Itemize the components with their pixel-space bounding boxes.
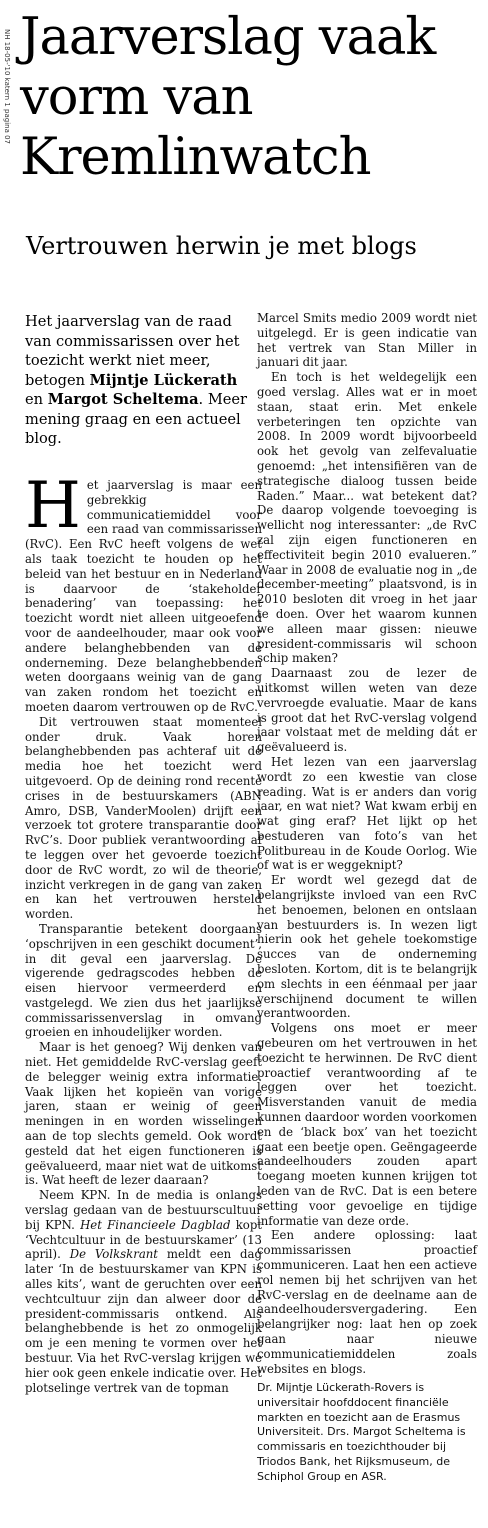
newspaper-title: De Volkskrant (69, 1247, 159, 1262)
drop-cap: H (25, 469, 81, 543)
article-paragraph: Maar is het genoeg? Wij denken van niet. Het gemiddelde RvC-verslag geeft de belegger weinig extra informatie. Vaak lijken het kopieën van vorige jaren, staan er weinig of geen meningen in en worden wisselingen aan de top slechts gemeld. Ook wordt gesteld dat het eigen functioneren is geëvalueerd, maar niet wat de uitkomst is. Wat heeft de lezer daaraan? (25, 1040, 262, 1188)
page-meta: NH 18-05-'10 katern 1 pagina 07 (3, 29, 11, 144)
intro-text: . Meer mening graag en een actueel blog. (25, 391, 248, 447)
newspaper-title: Het Financieele Dagblad (80, 1217, 231, 1232)
article-paragraph: Marcel Smits medio 2009 wordt niet uitgelegd. Er is geen indicatie van het vertrek van Stan Miller in januari dit jaar. (257, 311, 477, 370)
author-name: Margot Scheltema (47, 391, 199, 408)
paragraph-text: et jaarverslag is maar een gebrekkig communicatiemiddel voor een raad van commissarissen (RvC). Een RvC heeft volgens de wet als taak toezicht te houden op het beleid van het bestuur en in Nederland is daarvoor de ‘stakeholder benadering’ van toepassing: het toezicht wordt niet alleen uitgeoefend voor de aandeelhouder, maar ook voor andere belanghebbenden van de onderneming. Deze belanghebbenden weten doorgaans weinig van de gang van zaken rondom het toezicht en moeten daarom vertrouwen op de RvC. (25, 478, 262, 714)
article-paragraph: Een andere oplossing: laat commissarissen proactief communiceren. Laat hen een actieve rol nemen bij het schrijven van het RvC-verslag en de deelname aan de aandeelhoudersvergadering. Een belangrijker nog: laat hen op zoek gaan naar nieuwe communicatiemiddelen zoals websites en blogs. (257, 1228, 477, 1376)
paragraph-text: kopt ‘Vechtcultuur in de bestuurskamer’ (13 april). (25, 1217, 263, 1262)
article-paragraph: En toch is het weldegelijk een goed verslag. Alles wat er in moet staan, staat erin. Met enkele verbeteringen ten opzichte van 2008. In 2009 wordt bijvoorbeeld ook het gevolg van zelfevaluatie genoemd: „het intensifiëren van de strategische dialoog tussen beide Raden.” Maar... wat betekent dat? De daarop volgende toevoeging is wellicht nog interessanter: „de RvC zal zijn eigen functioneren en effectiviteit begin 2010 evalueren.” Waar in 2008 de evaluatie nog in „de december-meeting” plaatsvond, is in 2010 besloten dit vroeg in het jaar te doen. Over het waarom kunnen we alleen maar gissen: nieuwe president-commissaris wil schoon schip maken? (257, 370, 477, 666)
paragraph-text: meldt een dag later ‘In de bestuurskamer van KPN is alles kits’, want de geruchten over een vechtcultuur zijn dan alweer door de president-commissaris ontkend. Als belanghebbende is het zo onmogelijk om je een mening te vormen over het bestuur. Via het RvC-verslag krijgen we hier ook geen enkele indicatie over. Het plotselinge vertrek van de topman (25, 1247, 262, 1395)
article-headline: Jaarverslag vaak vorm van Kremlinwatch (20, 8, 436, 187)
article-subheadline: Vertrouwen herwin je met blogs (26, 232, 417, 260)
author-name: Mijntje Lückerath (89, 371, 238, 389)
intro-text: en (25, 391, 48, 408)
paragraph-text: Neem KPN. In de media is onlangs verslag gedaan van de bestuurscultuur bij KPN. (25, 1188, 262, 1232)
article-intro (25, 312, 251, 449)
article-paragraph (25, 1188, 262, 1395)
article-paragraph (25, 469, 262, 715)
article-paragraph: Er wordt wel gezegd dat de belangrijkste invloed van een RvC het benoemen, belonen en ontslaan van bestuurders is. In wezen ligt hierin ook het gehele toekomstige succes van de onderneming besloten. Kortom, dit is te belangrijk om slechts in een éénmaal per jaar verschijnend document te willen verantwoorden. (257, 873, 477, 1021)
article-paragraph: Transparantie betekent doorgaans ‘opschrijven in een geschikt document’, in dit geval een jaarverslag. De vigerende gedragscodes hebben de eisen hiervoor vermeerderd en vastgelegd. We zien dus het jaarlijkse commissarissenverslag in omvang groeien en inhoudelijker worden. (25, 921, 262, 1040)
article-paragraph: Volgens ons moet er meer gebeuren om het vertrouwen in het toezicht te herwinnen. De RvC dient proactief verantwoording af te leggen over het toezicht. Misverstanden vanuit de media kunnen daardoor worden voorkomen en de ‘black box’ van het toezicht gaat een beetje open. Geëngageerde aandeelhouders zouden apart toegang moeten kunnen krijgen tot leden van de RvC. Dat is een betere setting voor gevoelige en tijdige informatie van deze orde. (257, 1021, 477, 1228)
article-paragraph: Dit vertrouwen staat momenteel onder druk. Vaak horen belanghebbenden pas achteraf uit de media hoe het toezicht werd uitgevoerd. Op de deining rond recente crises in de bestuurskamers (ABN Amro, DSB, VanderMoolen) drijft een verzoek tot grotere transparantie door RvC’s. Door publiek verantwoording af te leggen over het gevoerde toezicht door de RvC wordt, zo wil de theorie, inzicht verkregen in de gang van zaken en kan het vertrouwen hersteld worden. (25, 714, 262, 922)
author-bio: Dr. Mijntje Lückerath-Rovers is universitair hoofddocent financiële markten en toezicht aan de Erasmus Universiteit. Drs. Margot Scheltema is commissaris en toezichthouder bij Triodos Bank, het Rijksmuseum, de Schiphol Group en ASR. (257, 1381, 466, 1483)
article-paragraph: Daarnaast zou de lezer de uitkomst willen weten van deze vervroegde evaluatie. Maar de kans is groot dat het RvC-verslag volgend jaar volstaat met de melding dát er geëvalueerd is. (257, 666, 477, 755)
article-column-left (25, 469, 263, 1395)
intro-text: Het jaarverslag van de raad van commissarissen over het toezicht werkt niet meer, betogen (25, 313, 240, 389)
article-paragraph: Het lezen van een jaarverslag wordt zo een kwestie van close reading. Wat is er anders dan vorig jaar, en wat niet? Wat kwam erbij en wat ging eraf? Het lijkt op het bestuderen van foto’s van het Politbureau in de Koude Oorlog. Wie of wat is er weggeknipt? (257, 754, 477, 873)
article-column-right (257, 311, 477, 1376)
